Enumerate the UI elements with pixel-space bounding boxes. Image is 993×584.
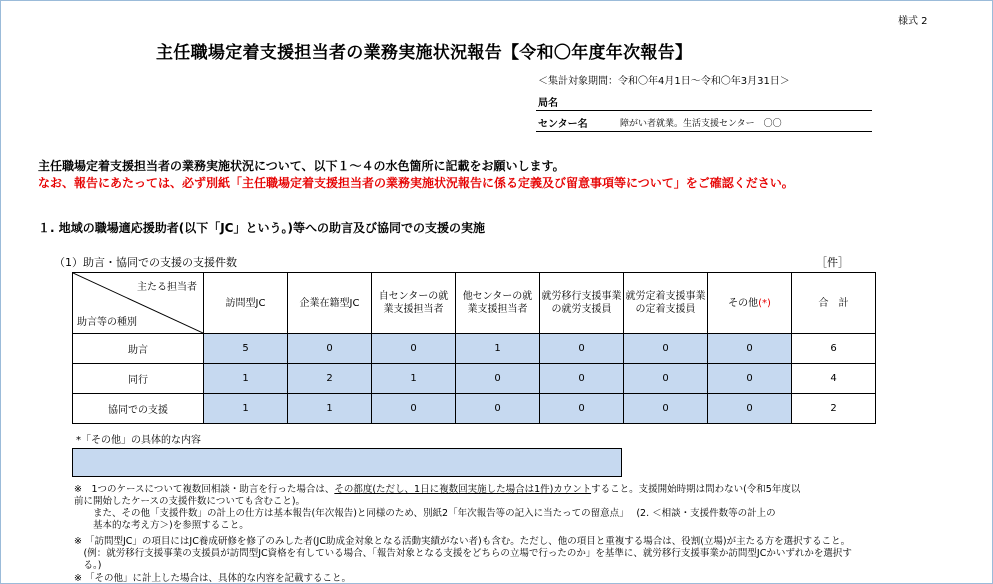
- value-cell[interactable]: 0: [288, 334, 372, 364]
- value-cell[interactable]: 0: [540, 364, 624, 394]
- note-1-text-c: すること。支援開始時期は問わない(令和5年度以: [591, 484, 801, 495]
- note-2: 前に開始したケースの支援件数についても含むこと)。: [74, 496, 306, 507]
- col-header: 訪問型JC: [204, 273, 288, 334]
- value-cell[interactable]: 0: [372, 394, 456, 424]
- center-value[interactable]: 障がい者就業。生活支援センター 〇〇: [620, 119, 782, 129]
- page-title: 主任職場定着支援担当者の業務実施状況報告【令和〇年度年次報告】: [156, 43, 693, 63]
- note-1-text-b: その都度(ただし、1日に複数回実施した場合は1件)カウント: [334, 484, 592, 495]
- section-1-heading: １. 地域の職場適応援助者(以下「JC」という。)等への助言及び協同での支援の実施: [38, 221, 485, 235]
- col-header: [372, 273, 456, 334]
- form-number: 様式 2: [898, 16, 928, 27]
- total-cell: 6: [792, 334, 876, 364]
- table-row: [73, 334, 876, 364]
- reporting-period: ＜集計対象期間：令和〇年4月1日～令和〇年3月31日＞: [538, 76, 790, 87]
- value-cell[interactable]: 0: [624, 394, 708, 424]
- value-cell[interactable]: 1: [456, 334, 540, 364]
- value-cell[interactable]: 1: [288, 394, 372, 424]
- col-header-text: その他: [728, 297, 759, 309]
- col-header-total: 合 計: [792, 273, 876, 334]
- note-7: る。): [74, 560, 102, 571]
- value-cell[interactable]: 5: [204, 334, 288, 364]
- bureau-label: 局名: [538, 98, 558, 109]
- other-detail-label: *「その他」の具体的な内容: [76, 435, 201, 446]
- value-cell[interactable]: 0: [624, 364, 708, 394]
- row-label: 助言: [73, 334, 204, 364]
- note-8: ※ 「その他」に計上した場合は、具体的な内容を記載すること。: [74, 573, 351, 584]
- value-cell[interactable]: 0: [372, 334, 456, 364]
- col-header: [540, 273, 624, 334]
- table-header-row: [73, 273, 876, 334]
- col-header: 企業在籍型JC: [288, 273, 372, 334]
- corner-bottom-label: 助言等の種別: [77, 317, 137, 328]
- table-row: [73, 364, 876, 394]
- total-cell: 4: [792, 364, 876, 394]
- value-cell[interactable]: 0: [708, 394, 792, 424]
- corner-cell: [73, 273, 204, 334]
- support-count-table: [72, 272, 876, 424]
- value-cell[interactable]: 1: [204, 394, 288, 424]
- col-header-text: 就労移行支援事業の就労支援員: [541, 291, 622, 315]
- col-header-text: 就労定着支援事業の定着支援員: [625, 291, 706, 315]
- intro-warning: なお、報告にあたっては、必ず別紙「主任職場定着支援担当者の業務実施状況報告に係る定義及び留意事項等について」をご確認ください。: [38, 176, 794, 190]
- center-label: センター名: [538, 119, 588, 130]
- col-header-text: 他センターの就業支援担当者: [462, 291, 533, 315]
- other-detail-input[interactable]: [72, 448, 622, 477]
- value-cell[interactable]: 0: [456, 364, 540, 394]
- value-cell[interactable]: 1: [372, 364, 456, 394]
- value-cell[interactable]: 2: [288, 364, 372, 394]
- corner-top-label: 主たる担当者: [137, 282, 197, 293]
- row-label: 協同での支援: [73, 394, 204, 424]
- value-cell[interactable]: 1: [204, 364, 288, 394]
- value-cell[interactable]: 0: [540, 334, 624, 364]
- value-cell[interactable]: 0: [708, 334, 792, 364]
- col-header-other: [708, 273, 792, 334]
- table-row: [73, 394, 876, 424]
- center-row: [536, 111, 872, 132]
- value-cell[interactable]: 0: [624, 334, 708, 364]
- value-cell[interactable]: 0: [540, 394, 624, 424]
- other-mark: (*): [758, 297, 771, 309]
- unit-label: ［件］: [816, 256, 849, 269]
- col-header: [624, 273, 708, 334]
- note-4: 基本的な考え方＞)を参照すること。: [74, 520, 249, 531]
- value-cell[interactable]: 0: [456, 394, 540, 424]
- bureau-row: [536, 90, 872, 111]
- note-1-text-a: ※ 1つのケースについて複数回相談・助言を行った場合は、: [74, 484, 335, 495]
- row-label: 同行: [73, 364, 204, 394]
- note-5: ※ 「訪問型JC」の項目にはJC養成研修を修了のみした者(JC助成金対象となる活動実績がない者)も含む。ただし、他の項目と重複する場合は、役割(立場)が主たる方を選択すること。: [74, 536, 851, 547]
- col-header-text: 自センターの就業支援担当者: [378, 291, 449, 315]
- intro-instruction: 主任職場定着支援担当者の業務実施状況について、以下１～４の水色箇所に記載をお願いします。: [38, 159, 565, 173]
- col-header: [456, 273, 540, 334]
- total-cell: 2: [792, 394, 876, 424]
- value-cell[interactable]: 0: [708, 364, 792, 394]
- note-6: (例：就労移行支援事業の支援員が訪問型JC資格を有している場合、「報告対象となる支援をどちらの立場で行ったのか」を基準に、就労移行支援事業か訪問型JCかいずれかを選択す: [74, 548, 852, 559]
- note-3: また、その他「支援件数」の計上の仕方は基本報告(年次報告)と同様のため、別紙2「年次報告等の記入に当たっての留意点」 (2. ＜相談・支援件数等の計上の: [74, 508, 776, 519]
- section-1-subheading: （1）助言・協同での支援の支援件数: [54, 256, 237, 269]
